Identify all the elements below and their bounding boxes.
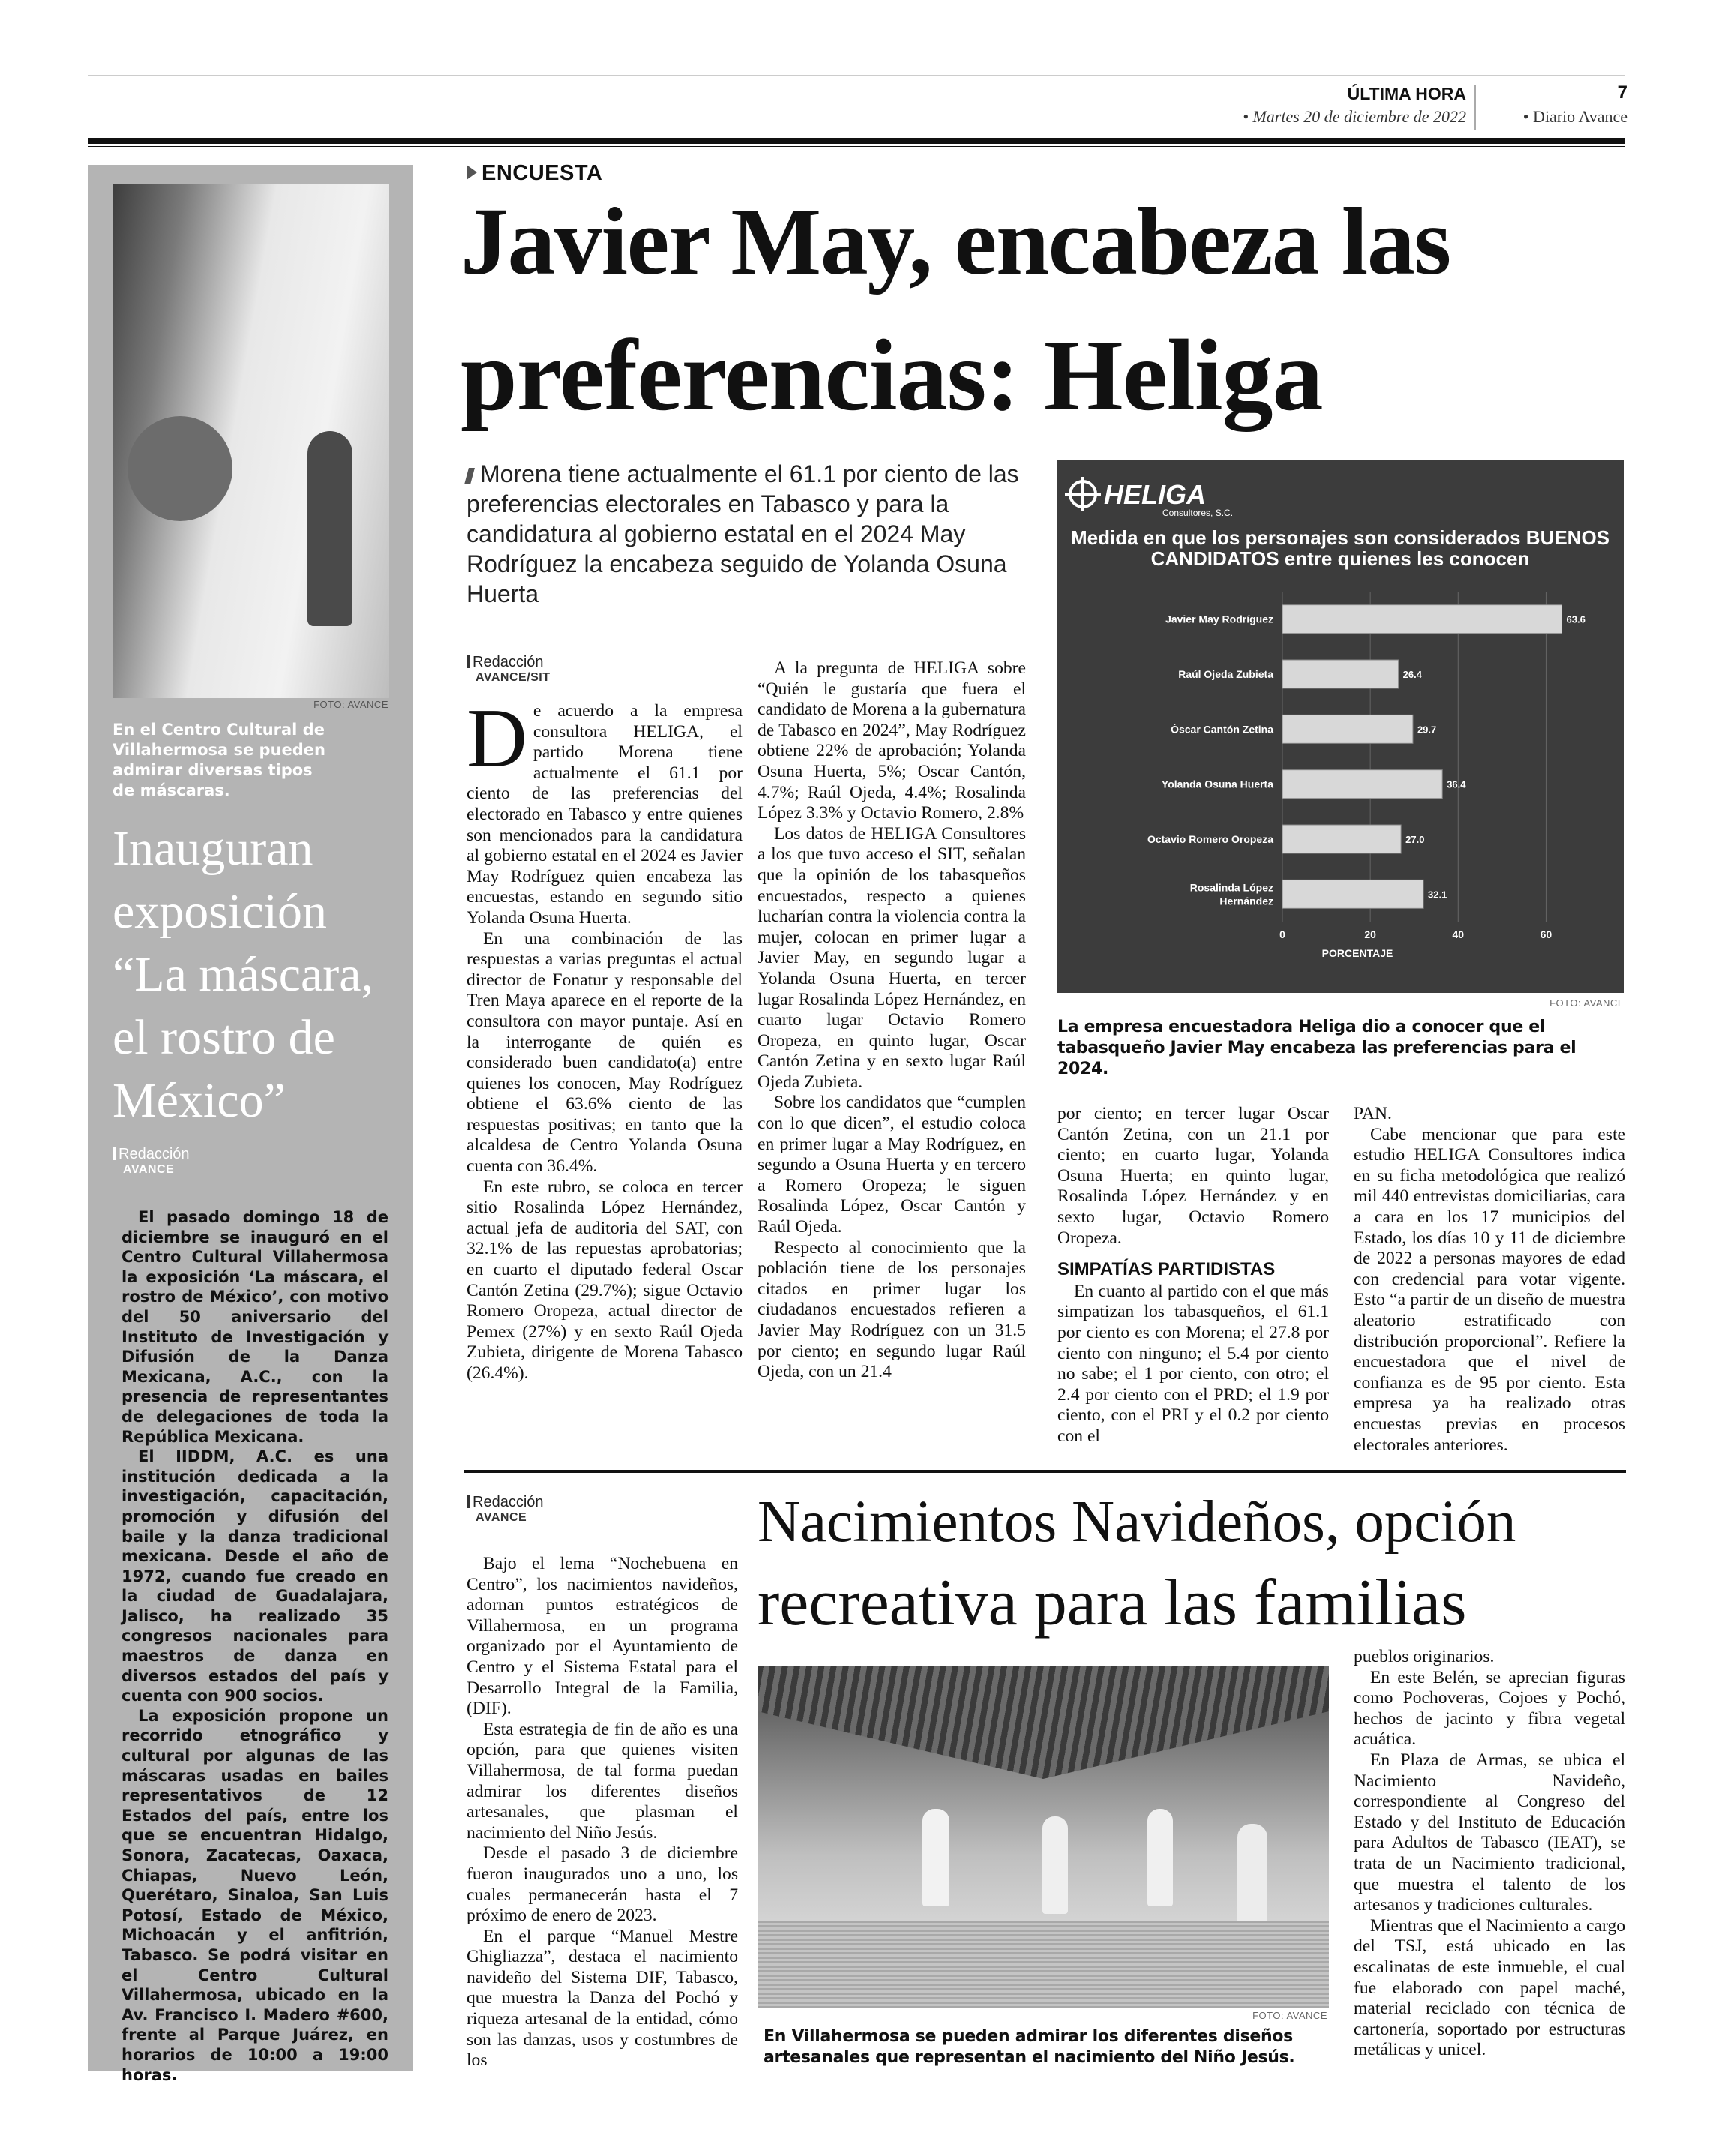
main-deck xyxy=(466,459,1025,609)
chart-logo-sub: Consultores, S.C. xyxy=(1162,508,1234,518)
heliga-chart xyxy=(1058,460,1624,993)
sidebar-paragraph: El pasado domingo 18 de diciembre se inauguró en el Centro Cultural Villahermosa la exposición ‘La máscara, el rostro de México’, con motivo del 50 aniversario del Instituto de Investigación y Difusión de la Danza Mexicana, A.C., con la presencia de representantes de delegaciones de toda la República Mexicana. xyxy=(122,1208,388,1446)
chart-category-label: Octavio Romero Oropeza xyxy=(1147,833,1274,845)
main-col-3 xyxy=(1058,1104,1329,1447)
ground xyxy=(758,1921,1329,2008)
figure-center xyxy=(1042,1816,1068,1914)
second-byline xyxy=(466,1494,544,1525)
second-paragraph: Bajo el lema “Nochebuena en Centro”, los nacimientos navideños, adornan puntos estratégicos de Villahermosa, en un programa organizado por el Ayuntamiento de Centro y el Sistema Estatal para el Desarrollo Integral de la Familia, (DIF). xyxy=(466,1554,738,1719)
main-paragraph: Sobre los candidatos que “cumplen con lo que dicen”, el estudio coloca en primer lugar a May Rodríguez, en segundo a Osuna Huerta y en tercero a Romero Oropeza; le siguen Rosalinda López, Oscar Cantón y Raúl Ojeda. xyxy=(758,1093,1026,1237)
header-rule xyxy=(88,138,1624,144)
sidebar-byline xyxy=(112,1146,190,1177)
sidebar-caption: En el Centro Cultural de Villahermosa se pueden admirar diversas tipos de máscaras. xyxy=(112,721,326,799)
sidebar-byline-name: Redacción xyxy=(118,1146,190,1162)
chart-value-label: 29.7 xyxy=(1417,724,1437,736)
sidebar-paragraph: La exposición propone un recorrido etnográfico y cultural por algunas de las máscaras usadas en bailes representativos de 12 Estados del país, entre los que se encuentran Hidalgo, Sonora, Zacatecas, Oaxaca, Chiapas, Nuevo León, Querétaro, Sinaloa, San Luis Potosí, Estado de México, Michoacán y el anfitrión, Tabasco. Se podrá visitar en el Centro Cultural Villahermosa, ubicado en la Av. Francisco I. Madero #600, frente al Parque Juárez, en horarios de 10:00 a 19:00 horas. xyxy=(122,1706,388,2084)
main-paragraph: Cabe mencionar que para este estudio HELIGA Consultores indica en su ficha metodológica que realizó mil 440 entrevistas domiciliarias, cara a cara en los 17 municipios del Estado, los días 10 y 11 de diciembre de 2022 a personas mayores de edad con credencial para votar vigente. Esto “a partir de un diseño de muestra aleatorio estratificado con distribución proporcional”. Refiere la encuestadora que el nivel de confianza es de 95 por ciento. Esta empresa ya ha realizado otras encuestas previas en procesos electorales anteriores. xyxy=(1354,1124,1625,1455)
issue-date: • Martes 20 de diciembre de 2022 xyxy=(1243,107,1466,126)
paper-name: • Diario Avance xyxy=(1522,107,1628,126)
top-rule xyxy=(88,75,1624,76)
section-label: ÚLTIMA HORA xyxy=(1347,84,1466,103)
main-paragraph: En una combinación de las respuestas a varias preguntas el actual director de Fonatur y responsable del Tren Maya aparece en el reporte de la consultora con mayor puntaje. Así en la interrogante de quién es considerado buen candidato(a) entre quienes los conocen, May Rodríguez obtiene el 63.6% ciento de las respuestas positivas; en tanto que la alcaldesa de Centro Yolanda Osuna cuenta con 36.4%. xyxy=(466,928,742,1177)
story-divider xyxy=(464,1470,1626,1473)
chart-credit: FOTO: AVANCE xyxy=(1550,997,1624,1009)
chart-value-label: 63.6 xyxy=(1566,613,1586,625)
deck-text: Morena tiene actualmente el 61.1 por ciento de las preferencias electorales en Tabasco y para la candidatura al gobierno estatal en el 2024 May Rodríguez la encabeza seguido de Yolanda Osuna Huerta xyxy=(466,460,1019,607)
main-paragraph: En este rubro, se coloca en tercer sitio Rosalinda López Hernández, actual jefa de auditoria del SAT, con 32.1% de las repuestas aprobatorias; en cuarto el diputado federal Oscar Cantón Zetina (29.7%); sigue Octavio Romero Oropeza, actual director de Pemex (27%) y en sexto Raúl Ojeda Zubieta, dirigente de Morena Tabasco (26.4%). xyxy=(466,1177,742,1383)
second-paragraph: Esta estrategia de fin de año es una opción, para que quienes visiten Villahermosa, de tal forma puedan admirar los diferentes diseños artesanales, que plasman el nacimiento del Niño Jesús. xyxy=(466,1719,738,1843)
chart-value-label: 27.0 xyxy=(1406,834,1425,845)
sidebar-headline: Inauguran exposición “La máscara, el rostro de México” xyxy=(112,821,374,1128)
second-col-1 xyxy=(466,1554,738,2071)
sidebar-body xyxy=(122,1207,388,2085)
main-headline-line1: Javier May, encabeza las xyxy=(460,188,1450,295)
sidebar-paragraph: El IIDDM, A.C. es una institución dedicada a la investigación, capacitación, promoción y difusión del baile y la danza tradicional mexicana. Desde el año de 1972, cuando fue creado en la ciudad de Guadalajara, Jalisco, ha realizado 35 congresos nacionales para maestros de danza en diversos estados del país y cuenta con 900 socios. xyxy=(122,1447,388,1705)
chart-title-line2: CANDIDATOS entre quienes les conocen xyxy=(1150,547,1530,570)
chart-bar xyxy=(1282,770,1442,799)
main-paragraph: e acuerdo a la empresa consultora HELIGA, el partido Morena tiene actualmente el 61.1 por ciento de las preferencias del electorado en Tabasco y entre quienes son mencionados para la candidatura al gobierno estatal en el 2024 es Javier May Rodríguez quien encabeza las encuestas, estando en segundo sitio Yolanda Osuna Huerta. xyxy=(466,701,742,928)
header-rule-thin xyxy=(88,146,1624,147)
second-paragraph: Desde el pasado 3 de diciembre fueron inaugurados uno a uno, los cuales permanecerán hasta el 7 próximo de enero de 2023. xyxy=(466,1843,738,1926)
chart-x-tick: 40 xyxy=(1452,928,1465,940)
chart-value-label: 32.1 xyxy=(1428,889,1448,901)
main-paragraph: En cuanto al partido con el que más simpatizan los tabasqueños, el 61.1 por ciento es con Morena; el 27.8 por ciento con ninguno; el 5.4 por ciento no sabe; el 1 por ciento, con otro; el 2.4 por ciento con el PRD; el 1.9 por ciento, con el PRI y el 0.2 por ciento con el xyxy=(1058,1281,1329,1446)
chart-caption: La empresa encuestadora Heliga dio a conocer que el tabasqueño Javier May encabeza las preferencias para el 2024. xyxy=(1058,1018,1576,1078)
main-col-1 xyxy=(466,692,742,1384)
second-byline-name: Redacción xyxy=(472,1494,544,1510)
chart-bar xyxy=(1282,880,1424,908)
second-col-3 xyxy=(1354,1647,1625,2061)
chart-xlabel: PORCENTAJE xyxy=(1322,947,1394,959)
kicker-text: ENCUESTA xyxy=(482,161,603,185)
chart-x-tick: 0 xyxy=(1280,928,1286,940)
sidebar-byline-org: AVANCE xyxy=(123,1163,175,1176)
chart-bar xyxy=(1282,715,1413,743)
second-paragraph: Mientras que el Nacimiento a cargo del TSJ, está ubicado en las escalinatas de este inmueble, el cual fue elaborado con papel maché, material reciclado con técnica de cartonería, soportado por estructuras metálicas y unicel. xyxy=(1354,1915,1625,2060)
second-paragraph: En Plaza de Armas, se ubica el Nacimiento Navideño, correspondiente al Congreso del Estado y del Instituto de Educación para Adultos de Tabasco (IEAT), se trata de un Nacimiento tradicional, que muestra el talento de los artesanos y tradiciones culturales. xyxy=(1354,1750,1625,1915)
main-paragraph: por ciento; en tercer lugar Oscar Cantón Zetina, con un 21.1 por ciento; en cuarto lugar, Yolanda Osuna Huerta; en quinto lugar, Rosalinda López Hernández y en sexto lugar, Octavio Romero Oropeza. xyxy=(1058,1104,1329,1248)
roof-shape xyxy=(758,1666,1329,1779)
subhead: SIMPATÍAS PARTIDISTAS xyxy=(1058,1259,1276,1280)
second-byline-org: AVANCE xyxy=(476,1511,527,1524)
chart-logo: HELIGA xyxy=(1104,479,1207,510)
chart-value-label: 36.4 xyxy=(1447,778,1466,790)
deck-marker-icon xyxy=(464,468,475,484)
main-byline-name: Redacción xyxy=(472,654,544,670)
chart-x-tick: 20 xyxy=(1364,928,1376,940)
main-headline-line2: preferencias: Heliga xyxy=(460,319,1323,432)
main-paragraph: Respecto al conocimiento que la población tiene de los personajes citados en primer lugar los ciudadanos encuestados refieren a Javier May Rodríguez con un 31.5 por ciento; en segundo lugar Raúl Ojeda, con un 21.4 xyxy=(758,1237,1026,1382)
second-headline-line2: recreativa para las familias xyxy=(758,1567,1467,1639)
chart-category-label: Javier May Rodríguez xyxy=(1166,613,1274,625)
chart-category-label: Óscar Cantón Zetina xyxy=(1171,723,1274,736)
sidebar-photo xyxy=(112,184,388,698)
main-col-4 xyxy=(1354,1104,1625,1456)
chart-category-label: Rosalinda López Hernández xyxy=(1190,881,1274,907)
page-number: 7 xyxy=(1617,82,1628,103)
chart-x-tick: 60 xyxy=(1540,928,1552,940)
second-paragraph: pueblos originarios. xyxy=(1354,1647,1495,1666)
figure-right xyxy=(1148,1809,1173,1906)
main-paragraph: A la pregunta de HELIGA sobre “Quién le gustaría que fuera el candidato de Morena a la gubernatura de Tabasco en 2024”, May Rodríguez obtiene 22% de aprobación; Yolanda Osuna Huerta, 5%; Oscar Cantón, 4.7%; Raúl Ojeda, 4.4%; Rosalinda López 3.3% y Octavio Romero, 2.8% xyxy=(758,658,1026,823)
main-paragraph: Los datos de HELIGA Consultores a los que tuvo acceso el SIT, señalan que la opinión de los tabasqueños encuestados, respecto a quienes lucharían contra la violencia contra la mujer, colocan en primer lugar a Javier May, en segundo lugar a Yolanda Osuna Huerta, en tercer lugar Rosalinda López Hernández, en cuarto lugar Octavio Romero Oropeza, en quinto lugar, Oscar Cantón Zetina y en sexto lugar Raúl Ojeda Zubieta. xyxy=(758,823,1026,1092)
main-paragraph: PAN. xyxy=(1354,1104,1392,1123)
nacimiento-photo-credit: FOTO: AVANCE xyxy=(1252,2010,1328,2021)
second-headline-line1: Nacimientos Navideños, opción xyxy=(758,1489,1516,1555)
header-divider xyxy=(1474,85,1476,130)
chart-category-label: Raúl Ojeda Zubieta xyxy=(1178,668,1274,680)
mask-figure xyxy=(128,416,232,521)
drop-cap: D xyxy=(466,692,527,785)
second-paragraph: En el parque “Manuel Mestre Ghigliazza”, destaca el nacimiento navideño del Sistema DIF, Tabasco, que muestra la Danza del Pochó y riqueza artesanal de la entidad, cómo son las danzas, usos y costumbres de los xyxy=(466,1926,738,2071)
main-byline xyxy=(466,654,550,685)
main-col-2 xyxy=(758,658,1026,1383)
kicker-arrow-icon xyxy=(466,165,477,180)
visitor-figure xyxy=(308,431,352,626)
kicker xyxy=(466,161,602,186)
sidebar-photo-credit: FOTO: AVANCE xyxy=(314,699,388,710)
chart-bar xyxy=(1282,605,1562,634)
nacimiento-photo xyxy=(758,1666,1329,2008)
nacimiento-photo-caption: En Villahermosa se pueden admirar los diferentes diseños artesanales que representan el nacimiento del Niño Jesús. xyxy=(764,2027,1295,2067)
chart-bar xyxy=(1282,660,1399,688)
figure-left xyxy=(922,1809,950,1906)
chart-title-line1: Medida en que los personajes son considerados BUENOS xyxy=(1070,526,1610,549)
second-paragraph: En este Belén, se aprecian figuras como Pochoveras, Cojoes y Pochó, hechos de jacinto y fibra vegetal acuática. xyxy=(1354,1667,1625,1750)
chart-value-label: 26.4 xyxy=(1402,669,1422,680)
chart-category-label: Yolanda Osuna Huerta xyxy=(1161,778,1274,790)
figure-far-right xyxy=(1238,1824,1268,1929)
chart-bar xyxy=(1282,825,1401,853)
main-byline-org: AVANCE/SIT xyxy=(476,671,550,684)
